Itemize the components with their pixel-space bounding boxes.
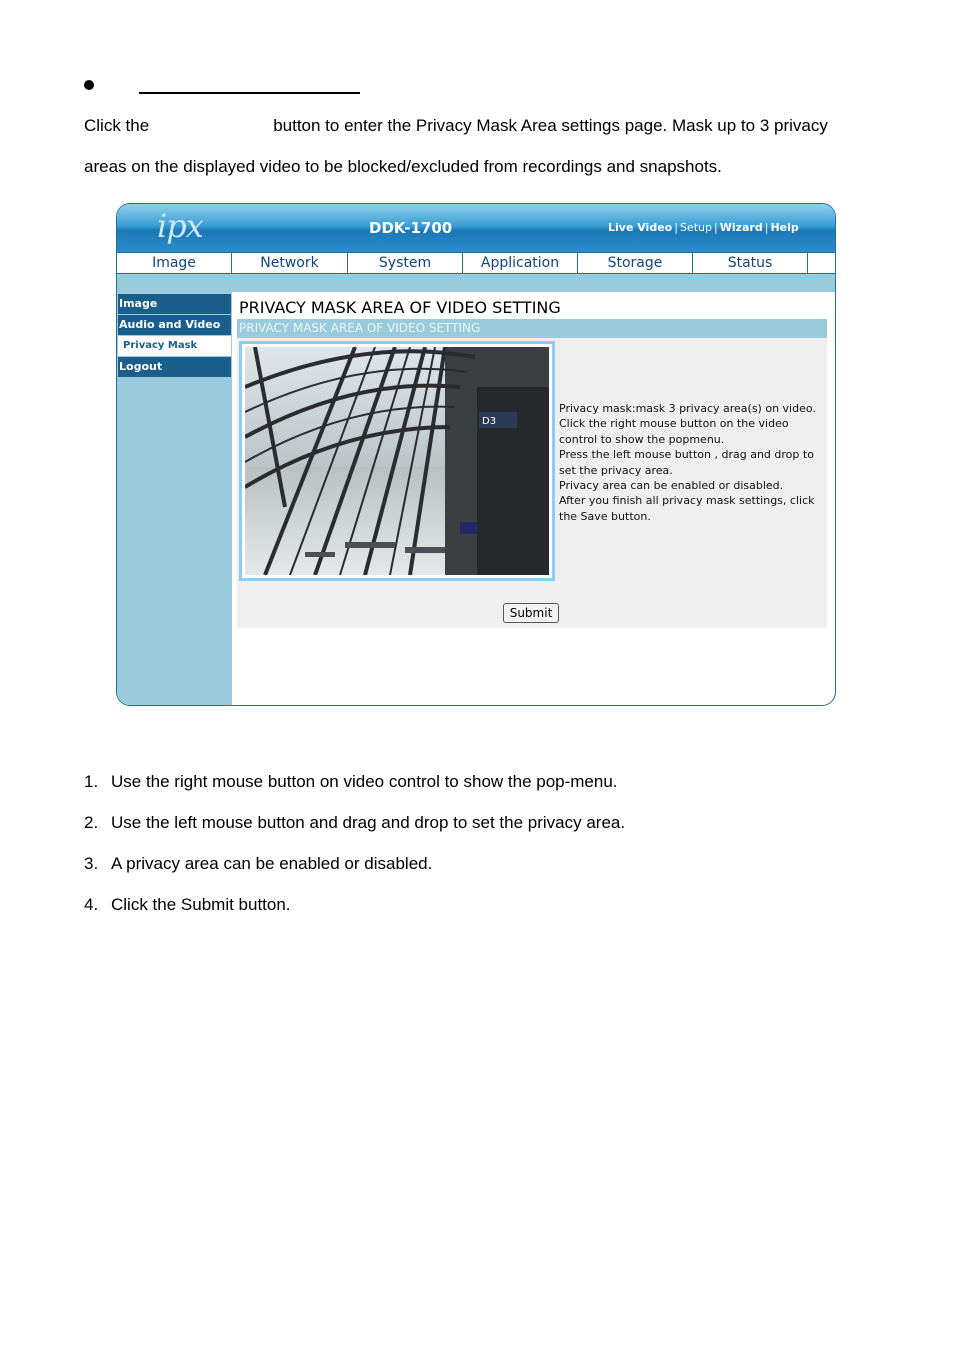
list-item (84, 854, 432, 874)
app-header (117, 204, 835, 252)
link-setup[interactable]: Setup (679, 221, 712, 234)
intro-text-b: button to enter the Privacy Mask Area settings page. Mask up to 3 privacy (273, 116, 828, 135)
nav-status[interactable]: Status (693, 253, 808, 273)
main-nav (117, 252, 835, 274)
step-number: 1. (84, 772, 99, 791)
intro-text-a: Click the (84, 116, 150, 135)
info-line: Click the right mouse button on the video (559, 417, 789, 431)
step-number: 4. (84, 895, 99, 914)
nav-network[interactable]: Network (232, 253, 348, 273)
nav-application[interactable]: Application (463, 253, 578, 273)
sub-bar (117, 274, 835, 292)
panel-header-text: PRIVACY MASK AREA OF VIDEO SETTING (239, 321, 481, 335)
model-title: DDK-1700 (369, 219, 453, 237)
step-text: Use the left mouse button and drag and drop to set the privacy area. (111, 813, 626, 832)
brand-logo: ipx (157, 207, 203, 245)
video-frame-image (245, 347, 549, 575)
list-item (84, 772, 618, 792)
list-item (84, 895, 291, 915)
submit-button[interactable]: Submit (503, 603, 559, 623)
video-control[interactable] (239, 341, 555, 581)
top-links: Live Video | Setup | Wizard | Help (608, 221, 799, 234)
intro-paragraph-line2: areas on the displayed video to be blocked/excluded from recordings and snapshots. (84, 157, 722, 176)
link-help[interactable]: Help (770, 221, 799, 234)
step-text: A privacy area can be enabled or disabled. (111, 854, 433, 873)
info-line: Privacy mask:mask 3 privacy area(s) on video. (559, 402, 816, 415)
info-line: Privacy area can be enabled or disabled. (559, 479, 784, 493)
info-line: control to show the popmenu. (559, 432, 725, 446)
intro-paragraph-line1 (84, 116, 828, 136)
list-item (84, 813, 625, 833)
info-line: Press the left mouse button , drag and drop to (559, 448, 814, 462)
link-live-video[interactable]: Live Video (608, 221, 673, 234)
nav-image[interactable]: Image (117, 253, 232, 273)
step-text: Click the Submit button. (111, 895, 291, 914)
nav-storage[interactable]: Storage (578, 253, 693, 273)
section-heading-underline (139, 92, 360, 94)
settings-panel (237, 338, 827, 628)
panel-header (237, 319, 827, 338)
link-wizard[interactable]: Wizard (719, 221, 763, 234)
step-number: 2. (84, 813, 99, 832)
sidebar-item-image[interactable]: Image (118, 294, 231, 314)
step-number: 3. (84, 854, 99, 873)
app-screenshot (116, 203, 836, 706)
bullet-icon (84, 80, 94, 90)
video-sign-label: D3 (482, 416, 497, 427)
info-text (559, 401, 824, 524)
info-line: After you finish all privacy mask settings, click (559, 494, 815, 508)
sidebar (117, 292, 232, 705)
nav-system[interactable]: System (348, 253, 463, 273)
info-line: the Save button. (559, 509, 651, 523)
step-text: Use the right mouse button on video control to show the pop-menu. (111, 772, 618, 791)
sidebar-item-audio-video[interactable]: Audio and Video (118, 315, 231, 335)
info-line: set the privacy area. (559, 463, 673, 477)
sidebar-item-privacy-mask[interactable]: Privacy Mask (118, 336, 231, 356)
page-title: PRIVACY MASK AREA OF VIDEO SETTING (239, 298, 561, 317)
sidebar-item-logout[interactable]: Logout (118, 357, 231, 377)
